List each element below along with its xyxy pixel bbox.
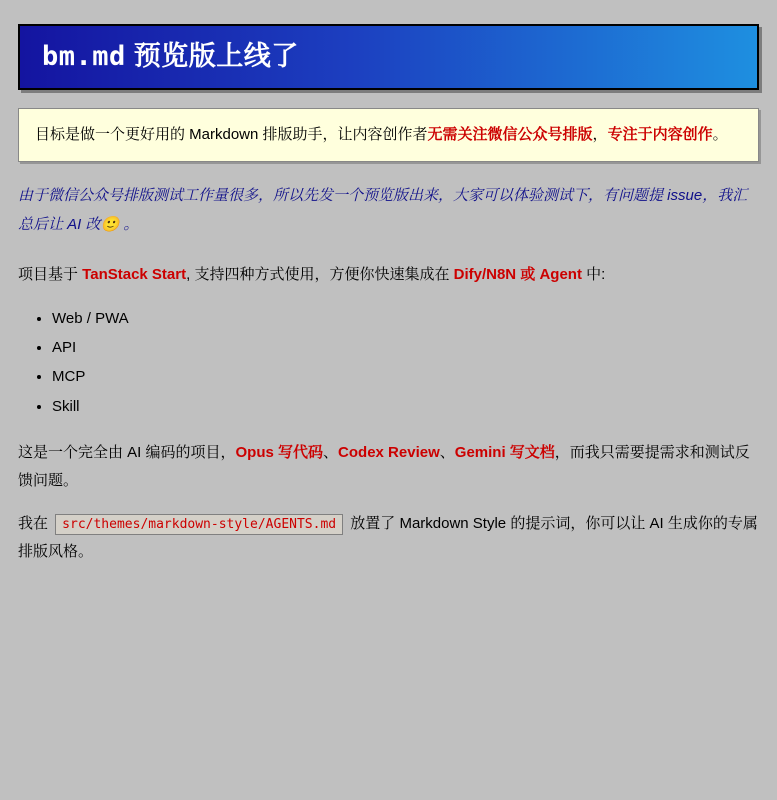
ai-highlight-codex: Codex Review [338,443,440,461]
list-item: • MCP [52,362,759,391]
style-text-1: 我在 [18,514,53,532]
page-title-mono: bm.md [42,41,126,72]
page-title-rest: 预览版上线了 [125,41,299,71]
inline-code-path: src/themes/markdown-style/AGENTS.md [55,514,343,535]
list-item: • Web / PWA [52,304,759,333]
style-paragraph [18,510,759,567]
framework-highlight-dify: Dify/N8N 或 Agent [453,266,582,284]
list-item: • Skill [52,392,759,421]
framework-highlight-tanstack: TanStack Start [82,266,187,284]
callout-text-3: 。 [712,125,728,143]
ai-text-3: 、 [439,443,455,461]
callout-highlight-1: 无需关注微信公众号排版 [427,125,593,143]
page-title [42,40,735,74]
quote-paragraph: 由于微信公众号排版测试工作量很多，所以先发一个预览版出来，大家可以体验测试下，有问题提 issue，我汇总后让 AI 改🙂 。 [18,187,748,233]
framework-paragraph [18,261,759,290]
callout-text-1: 目标是做一个更好用的 Markdown 排版助手，让内容创作者 [35,125,428,143]
feature-list [18,304,759,421]
ai-text-2: 、 [323,443,339,461]
ai-paragraph [18,439,759,496]
style-text-2: 放置了 Markdown Style 的提示词，你可以让 AI 生成你的专属排版风格。 [18,514,758,561]
framework-text-2: , 支持四种方式使用，方便你快速集成在 [186,266,454,284]
callout-highlight-2: 专注于内容创作 [607,125,713,143]
list-item: • API [52,333,759,362]
ai-text-4: ，而我只需要提需求和测试反馈问题。 [18,443,750,490]
callout-box [18,108,759,163]
ai-highlight-gemini: Gemini 写文档 [454,443,555,461]
ai-highlight-opus: Opus 写代码 [235,443,324,461]
callout-text-2: ， [592,125,608,143]
framework-text-3: 中: [581,266,606,284]
ai-text-1: 这是一个完全由 AI 编码的项目， [18,443,236,461]
title-banner [18,24,759,90]
framework-text-1: 项目基于 [18,266,83,284]
